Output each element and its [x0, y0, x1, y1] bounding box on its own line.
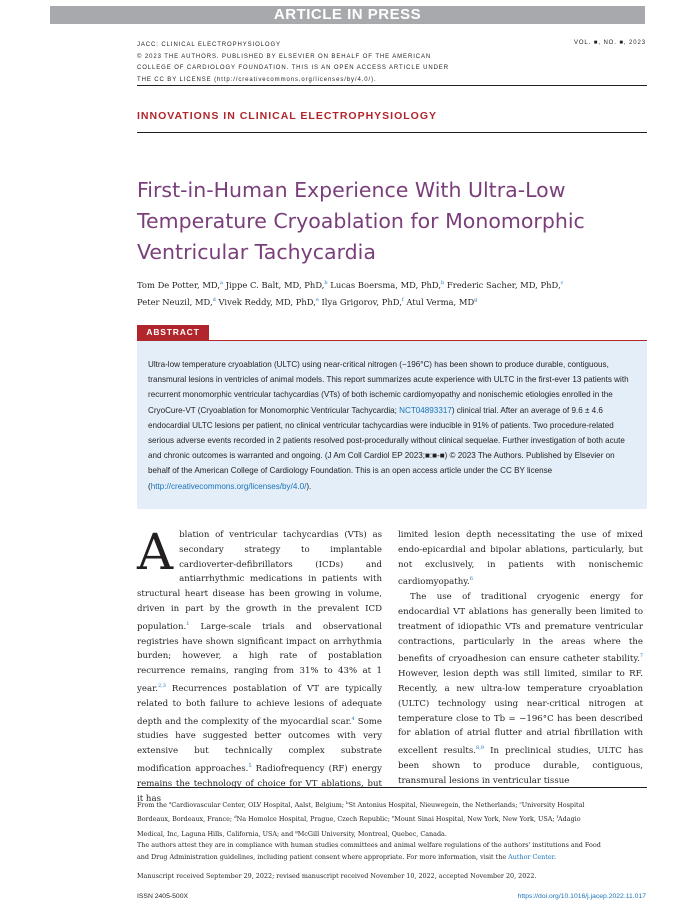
reference-marker[interactable]: 6	[469, 576, 473, 583]
drop-cap: A	[137, 523, 174, 581]
reference-marker[interactable]: 8,9	[476, 745, 484, 752]
text-run: From the	[137, 801, 169, 809]
text-run: blation of ventricular tachycardias (VTs) as secondary strategy to implantable cardioverter-defibrillators (ICDs) and antiarrhythmic medications in patients with structural heart disease has been growing in volume, driven in part by the growth in the prevalent ICD population.	[137, 530, 382, 632]
reference-marker[interactable]: 4	[351, 715, 355, 722]
trial-id-link[interactable]: NCT04893317	[399, 405, 452, 415]
affiliation-marker[interactable]: g	[295, 828, 298, 834]
text-run: Na Homolce Hospital, Prague, Czech Republic;	[236, 815, 392, 824]
author-name: Ilya Grigorov, PhD,	[318, 297, 402, 307]
text-run: Some studies have suggested better outcomes with very extensive but technically complex substrate modification approaches.	[137, 716, 382, 774]
affiliations-text	[137, 797, 607, 840]
copyright-line-2: COLLEGE OF CARDIOLOGY FOUNDATION. THIS IS AN OPEN ACCESS ARTICLE UNDER	[137, 65, 449, 71]
text-run: The use of traditional cryogenic energy for endocardial VT ablations has generally been limited to treatment of idiopathic VTs and premature ventricular contractions, particularly in the areas where the benefits of cryoadhesion can ensure catheter stability.	[398, 592, 643, 665]
column-2-paragraph-2	[398, 590, 643, 788]
affiliation-marker[interactable]: d	[234, 814, 237, 820]
attestation-text: The authors attest they are in compliance with human studies committees and animal welfare regulations of the authors' institutions and Food and Drug Administration guidelines, including patient consent where appropriate. For more information, visit the Author Center.	[137, 841, 601, 861]
affiliation-marker[interactable]: f	[401, 297, 404, 303]
text-run: Recurrences postablation of VT are typically related to both failure to achieve lesions of adequate depth and the complexity of the myocardial scar.	[137, 683, 382, 727]
author-name: Vivek Reddy, MD, PhD,	[215, 297, 316, 307]
author-name: Frederic Sacher, MD, PhD,	[444, 280, 561, 290]
header-rule	[137, 85, 647, 86]
author-name: Tom De Potter, MD,	[137, 280, 220, 290]
manuscript-dates: Manuscript received September 29, 2022; revised manuscript received November 10, 2022, accepted November 20, 2022.	[137, 872, 537, 880]
affiliation-marker[interactable]: a	[220, 280, 223, 286]
text-run: St Antonius Hospital, Nieuwegein, the Netherlands;	[348, 801, 520, 809]
author-list	[137, 276, 647, 310]
column-1-text	[137, 523, 382, 804]
abstract-license-link[interactable]: http://creativecommons.org/licenses/by/4.0/	[150, 481, 307, 491]
article-title: First-in-Human Experience With Ultra-Low Temperature Cryoablation for Monomorphic Ventricular Tachycardia	[137, 178, 585, 264]
affiliation-marker[interactable]: d	[212, 297, 216, 303]
article-in-press-banner: ARTICLE IN PRESS	[50, 6, 645, 24]
text-run: McGill University, Montreal, Quebec, Canada.	[297, 829, 447, 838]
reference-marker[interactable]: 7	[639, 653, 643, 660]
affiliation-marker[interactable]: a	[168, 800, 172, 805]
text-run: Large-scale trials and observational registries have shown significant impact on arrhythmia burden; however, a high rate of postablation recurrence remains, ranging from 31% to 43% at 1 year.	[137, 621, 382, 694]
author-name: Lucas Boersma, MD, PhD,	[327, 280, 442, 290]
affiliation-marker[interactable]: b	[346, 800, 349, 805]
section-heading: INNOVATIONS IN CLINICAL ELECTROPHYSIOLOGY	[137, 110, 438, 122]
body-column-2	[398, 528, 643, 789]
license-line: THE CC BY LICENSE (http://creativecommons.org/licenses/by/4.0/).	[137, 76, 377, 83]
affiliation-marker[interactable]: g	[474, 297, 478, 303]
abstract-text: Ultra-low temperature cryoablation (ULTC) using near-critical nitrogen (−196°C) has been shown to produce durable, contiguous, transmural lesions in ventricles of animal models. This report summarizes acute experience with ULTC in the first-ever 13 patients with recurrent monomorphic ventricular tachycardias (VTs) of both ischemic cardiomyopathy and nonischemic etiologies enrolled in the CryoCure-VT (Cryoablation for Monomorphic Ventricular Tachycardia; NCT04893317) clinical trial. After an average of 9.6 ± 4.6 endocardial ULTC lesions per patient, no clinical ventricular tachycardias were inducible in 91% of patients. Two procedure-related serious adverse events recorded in 2 patients resolved post-procedurally without clinical sequelae. Further investigation of both acute and chronic outcomes is warranted and ongoing. (J Am Coll Cardiol EP 2023;■:■-■) © 2023 The Authors. Published by Elsevier on behalf of the American College of Cardiology Foundation. This is an open access article under the CC BY license (http://creativecommons.org/licenses/by/4.0/).	[148, 360, 629, 491]
copyright-line-1: © 2023 THE AUTHORS. PUBLISHED BY ELSEVIER ON BEHALF OF THE AMERICAN	[137, 53, 432, 60]
footnote-rule	[137, 787, 647, 788]
section-rule	[137, 132, 647, 133]
author-center-link[interactable]: Author Center	[508, 852, 554, 861]
journal-name: JACC: CLINICAL ELECTROPHYSIOLOGY	[137, 42, 281, 48]
column-2-paragraph-1	[398, 528, 643, 590]
author-name: Peter Neuzil, MD,	[137, 297, 213, 307]
text-run: Radiofrequency (RF) energy remains the technology of choice for VT ablations, but it has	[137, 763, 382, 804]
reference-marker[interactable]: 2,3	[157, 682, 166, 689]
reference-marker[interactable]: 1	[186, 620, 190, 627]
affiliation-marker[interactable]: c	[519, 800, 522, 805]
text-run: University Hospital Bordeaux, Bordeaux, France;	[137, 801, 585, 824]
author-name: Atul Verma, MD	[403, 297, 475, 307]
text-run: Cardiovascular Center, OLV Hospital, Aalst, Belgium;	[171, 801, 347, 809]
volume-info: VOL. ■, NO. ■, 2023	[573, 40, 646, 46]
author-name: Jippe C. Balt, MD, PhD,	[222, 280, 325, 290]
affiliation-marker[interactable]: b	[324, 280, 328, 286]
body-column-1	[137, 523, 382, 806]
affiliation-marker[interactable]: e	[391, 814, 395, 820]
text-run: limited lesion depth necessitating the use of mixed endo-epicardial and bipolar ablations, particularly, but not exclusively, in patients with nonischemic cardiomyopathy.	[398, 530, 643, 588]
text-run: In preclinical studies, ULTC has been shown to produce durable, contiguous, transmural lesions in ventricular tissue	[398, 746, 643, 786]
affiliation-marker[interactable]: e	[315, 297, 319, 303]
affiliations-footnote	[137, 797, 607, 863]
text-run: Mount Sinai Hospital, New York, New York, USA;	[394, 815, 557, 824]
license-link[interactable]: http://creativecommons.org/licenses/by/4.0/	[217, 76, 372, 83]
affiliation-marker[interactable]: f	[556, 814, 559, 820]
doi-link[interactable]: https://doi.org/10.1016/j.jacep.2022.11.017	[517, 893, 646, 900]
affiliation-marker[interactable]: b	[441, 280, 445, 286]
reference-marker[interactable]: 5	[248, 762, 252, 769]
text-run: Adagio Medical, Inc, Laguna Hills, California, USA; and	[137, 815, 581, 838]
abstract-label: ABSTRACT	[137, 325, 209, 340]
affiliation-marker[interactable]: c	[560, 280, 564, 286]
issn: ISSN 2405-500X	[137, 893, 189, 900]
journal-meta	[137, 40, 467, 86]
text-run: However, lesion depth was still limited, similar to RF. Recently, a new ultra-low temperature cryoablation (ULTC) technology using near-critical nitrogen at temperature close to Tb = −196°C has been described for ablation of atrial flutter and atrial fibrillation with excellent results.	[398, 669, 643, 757]
